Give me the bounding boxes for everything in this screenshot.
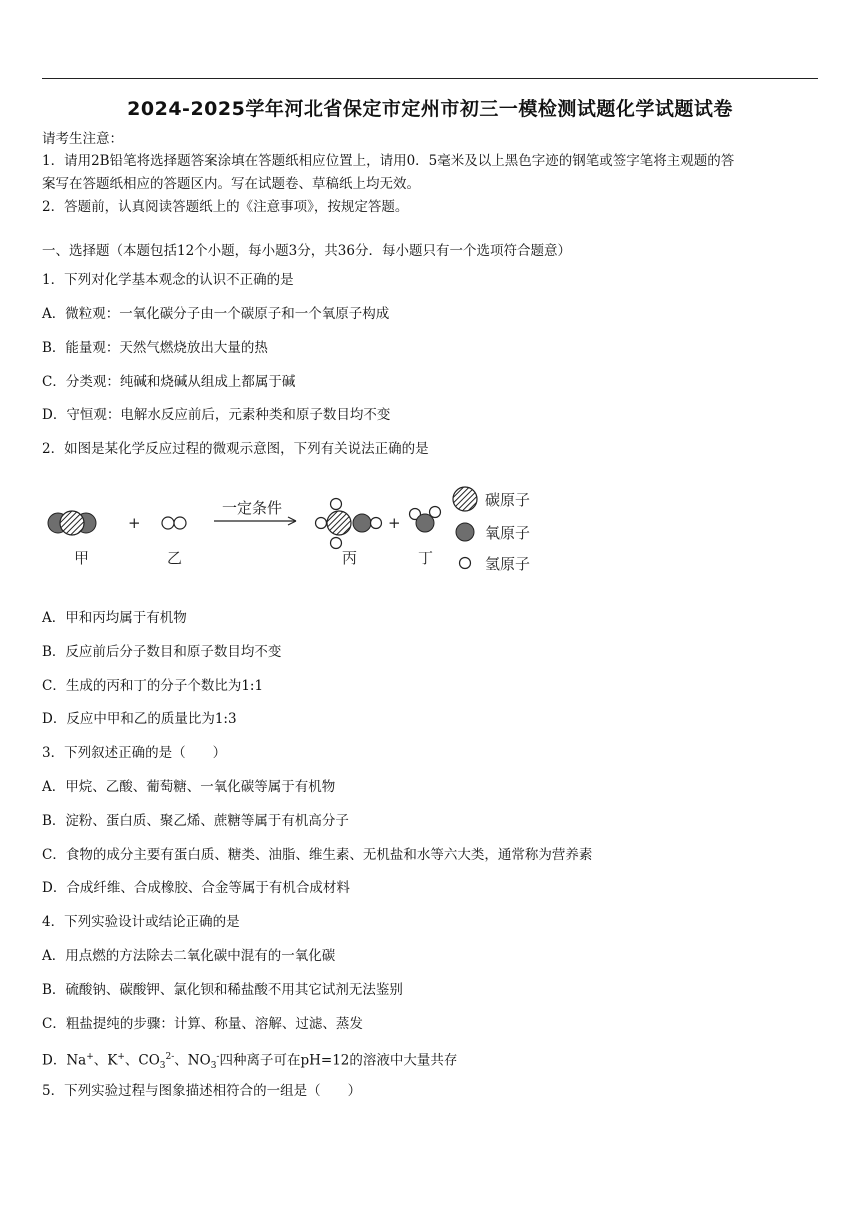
q4-option-d: [42, 1048, 457, 1075]
legend-oxygen-swatch: [456, 523, 474, 541]
reaction-arrow: [214, 517, 296, 525]
q1-option-a: A．微粒观：一氧化碳分子由一个碳原子和一个氧原子构成: [42, 306, 390, 322]
q4-option-a: A．用点燃的方法除去二氧化碳中混有的一氧化碳: [42, 948, 336, 964]
q2-option-a: A．甲和丙均属于有机物: [42, 610, 187, 626]
header-rule: [42, 78, 818, 79]
q4-d-rest: 四种离子可在pH=12的溶液中大量共存: [219, 1052, 458, 1069]
q4-d-sup2: +: [117, 1052, 125, 1062]
q4-d-sep2: 、CO: [124, 1052, 160, 1069]
q4-d-sub4: 3: [210, 1061, 217, 1072]
reaction-condition: 一定条件: [222, 499, 283, 517]
label-bing: 丙: [342, 549, 358, 567]
q4-d-sep3: 、NO: [174, 1052, 211, 1069]
q3-option-b: B．淀粉、蛋白质、聚乙烯、蔗糖等属于有机高分子: [42, 813, 349, 829]
notice-item-1-line-2: 案写在答题纸相应的答题区内。写在试题卷、草稿纸上均无效。: [42, 176, 420, 192]
q2-option-c: C．生成的丙和丁的分子个数比为1:1: [42, 678, 264, 694]
legend-hydrogen-swatch: [460, 558, 471, 569]
q3-option-d: D．合成纤维、合成橡胶、合金等属于有机合成材料: [42, 880, 350, 896]
q1-option-c: C．分类观：纯碱和烧碱从组成上都属于碱: [42, 374, 296, 390]
q3-option-c: C．食物的成分主要有蛋白质、糖类、油脂、维生素、无机盐和水等六大类，通常称为营养素: [42, 847, 593, 863]
q4-d-sup1: +: [86, 1052, 94, 1062]
q4-option-b: B．硫酸钠、碳酸钾、氯化钡和稀盐酸不用其它试剂无法鉴别: [42, 982, 403, 998]
q4-option-c: C．粗盐提纯的步骤：计算、称量、溶解、过滤、蒸发: [42, 1016, 363, 1032]
legend-oxygen-label: 氧原子: [485, 524, 531, 542]
q3-option-a: A．甲烷、乙酸、葡萄糖、一氧化碳等属于有机物: [42, 779, 336, 795]
label-jia: 甲: [74, 549, 90, 567]
plus-sign-1: +: [128, 514, 141, 532]
q3-stem: 3．下列叙述正确的是（ ）: [42, 745, 227, 761]
legend-carbon-swatch: [453, 487, 477, 511]
q2-stem: 2．如图是某化学反应过程的微观示意图，下列有关说法正确的是: [42, 441, 429, 457]
legend-hydrogen-label: 氢原子: [485, 555, 531, 573]
q1-stem: 1．下列对化学基本观念的认识不正确的是: [42, 272, 294, 288]
q2-option-d: D．反应中甲和乙的质量比为1:3: [42, 711, 237, 727]
q4-d-sep1: 、K: [93, 1052, 118, 1069]
legend-carbon-label: 碳原子: [485, 491, 531, 509]
q4-d-sup4: -: [216, 1052, 220, 1062]
legend: [453, 487, 530, 573]
section-heading: 一、选择题（本题包括12个小题，每小题3分，共36分．每小题只有一个选项符合题意）: [42, 243, 571, 259]
q4-d-sub3: 3: [159, 1061, 166, 1072]
label-ding: 丁: [418, 549, 434, 567]
notice-item-2: 2．答题前，认真阅读答题纸上的《注意事项》，按规定答题。: [42, 199, 409, 215]
q2-option-b: B．反应前后分子数目和原子数目均不变: [42, 644, 282, 660]
q1-option-d: D．守恒观：电解水反应前后，元素种类和原子数目均不变: [42, 407, 391, 423]
page-title: 2024-2025学年河北省保定市定州市初三一模检测试题化学试题试卷: [127, 98, 733, 120]
q4-d-prefix: D．Na: [42, 1052, 87, 1069]
q4-stem: 4．下列实验设计或结论正确的是: [42, 914, 240, 930]
plus-sign-2: +: [388, 514, 401, 532]
notice-item-1-line-1: 1．请用2B铅笔将选择题答案涂填在答题纸相应位置上，请用0．5毫米及以上黑色字迹的钢笔或签字笔将主观题的答: [42, 153, 735, 169]
label-yi: 乙: [167, 549, 183, 567]
molecule-yi: [162, 517, 186, 529]
q4-d-sup3: 2-: [165, 1052, 175, 1062]
molecule-jia: [48, 511, 96, 535]
q5-stem: 5．下列实验过程与图象描述相符合的一组是（ ）: [42, 1083, 362, 1099]
reaction-diagram: [40, 480, 560, 585]
molecule-ding: [410, 507, 441, 533]
notice-heading: 请考生注意：: [42, 131, 123, 147]
molecule-bing: [316, 499, 382, 549]
q1-option-b: B．能量观：天然气燃烧放出大量的热: [42, 340, 268, 356]
